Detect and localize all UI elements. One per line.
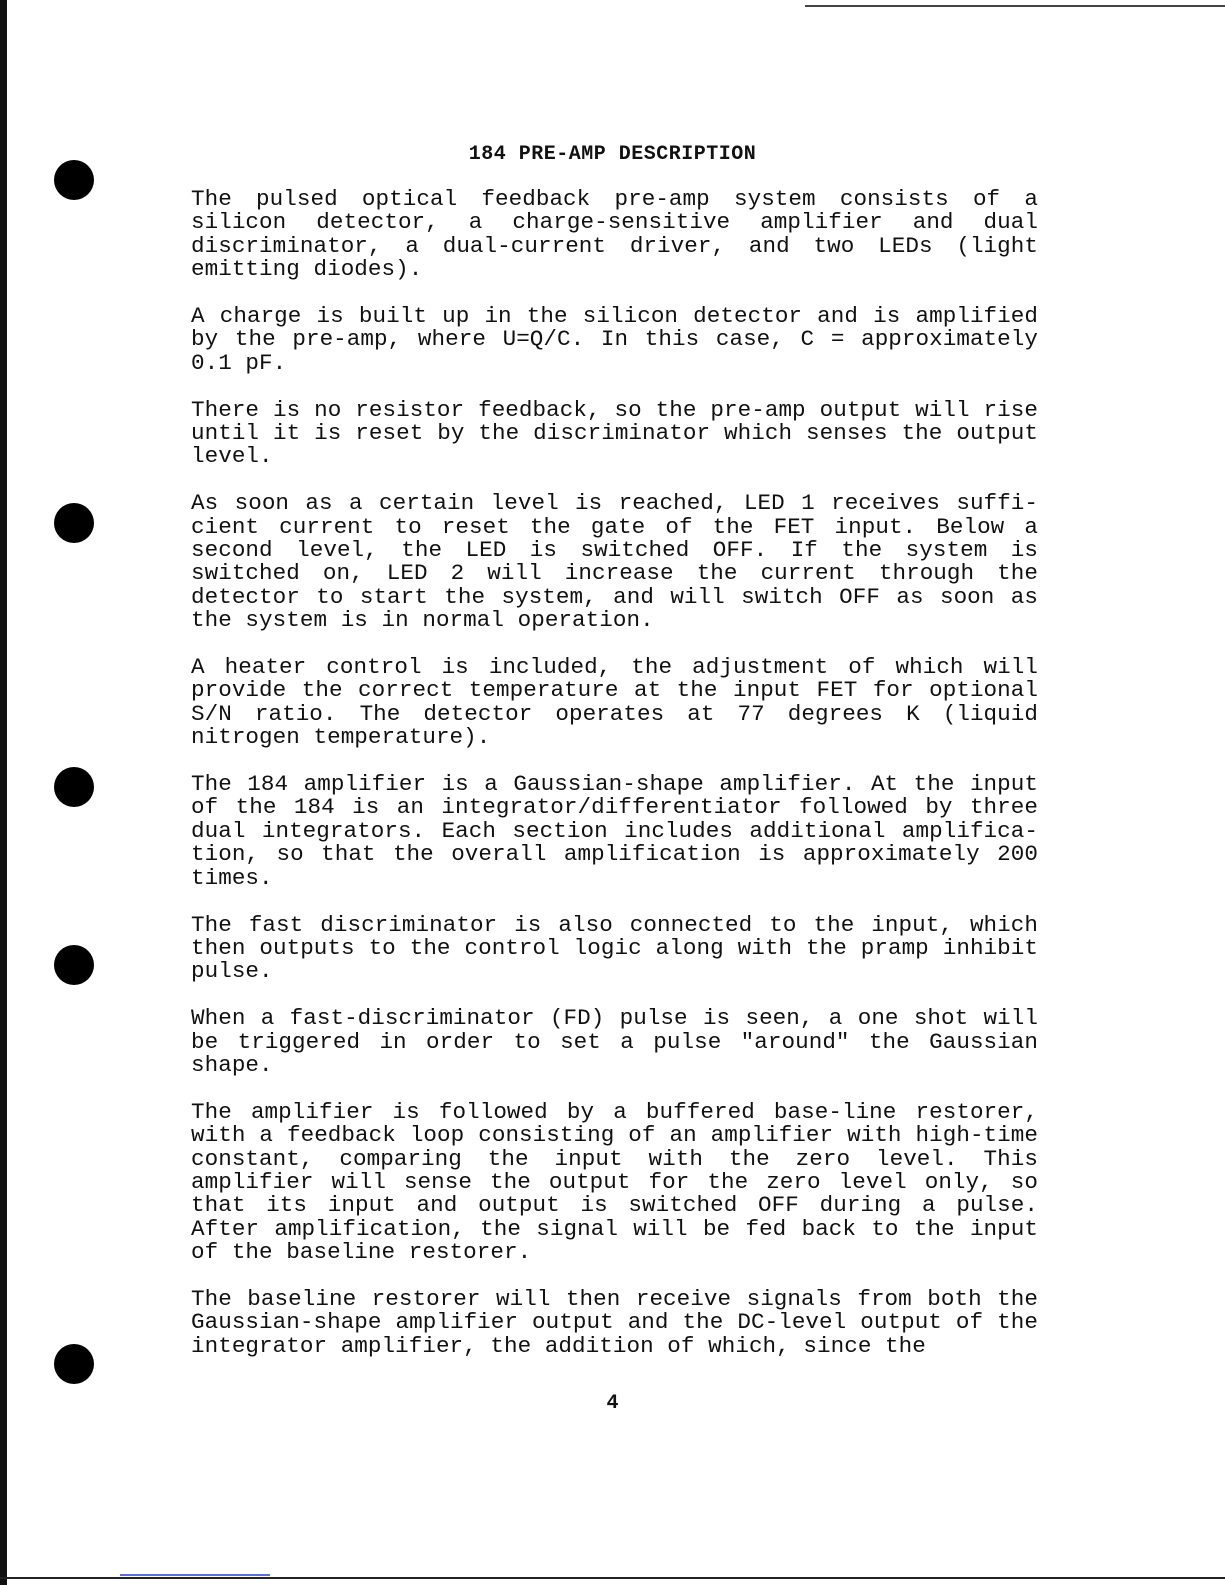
- paragraph: The pulsed optical feedback pre-amp system consists of a silicon detector, a charge-sensitive amplifier and dual discriminator, a dual-current driver, and two LEDs (light emitting diodes).: [191, 186, 1038, 283]
- binder-hole: [54, 160, 94, 200]
- binder-hole: [54, 503, 94, 543]
- paragraph: As soon as a certain level is reached, LED 1 receives suffi-cient current to reset the gate of the FET input. Below a second level, the LED is switched OFF. If the system is switched on, LED 2 will increase the current through the detector to start the system, and will switch OFF as soon as the system is in normal operation.: [191, 490, 1038, 634]
- paragraph: A heater control is included, the adjustment of which will provide the correct temperature at the input FET for optional S/N ratio. The detector operates at 77 degrees K (liquid nitrogen temperature).: [191, 654, 1038, 751]
- scan-bottom-mark: [120, 1574, 270, 1576]
- scan-bottom-rule: [0, 1577, 1225, 1579]
- paragraph: The fast discriminator is also connected to the input, which then outputs to the control logic along with the pramp inhibit pulse.: [191, 911, 1038, 985]
- scan-top-rule: [805, 5, 1225, 7]
- paragraph: A charge is built up in the silicon detector and is amplified by the pre-amp, where U=Q/C. In this case, C = approximately 0.1 pF.: [191, 303, 1038, 376]
- page-title: 184 PRE-AMP DESCRIPTION: [468, 143, 757, 166]
- document-body: [191, 188, 1038, 1382]
- page-number: 4: [606, 1392, 619, 1415]
- binder-hole: [54, 1344, 94, 1384]
- binder-hole: [54, 767, 94, 807]
- paragraph: When a fast-discriminator (FD) pulse is seen, a one shot will be triggered in order to set a pulse "around" the Gaussian shape.: [191, 1005, 1038, 1078]
- paragraph: There is no resistor feedback, so the pre-amp output will rise until it is reset by the discriminator which senses the output level.: [191, 396, 1038, 470]
- paragraph: The baseline restorer will then receive signals from both the Gaussian-shape amplifier output and the DC-level output of the integrator amplifier, the addition of which, since the: [191, 1285, 1038, 1359]
- paragraph: The 184 amplifier is a Gaussian-shape amplifier. At the input of the 184 is an integrator/differentiator followed by three dual integrators. Each section includes additional amplifica-tion, so that the overall amplification is approximately 200 times.: [191, 771, 1038, 891]
- scan-left-edge: [0, 0, 7, 1585]
- binder-hole: [54, 945, 94, 985]
- paragraph: The amplifier is followed by a buffered base-line restorer, with a feedback loop consisting of an amplifier with high-time constant, comparing the input with the zero level. This amplifier will sense the output for the zero level only, so that its input and output is switched OFF during a pulse. After amplification, the signal will be fed back to the input of the baseline restorer.: [191, 1098, 1038, 1266]
